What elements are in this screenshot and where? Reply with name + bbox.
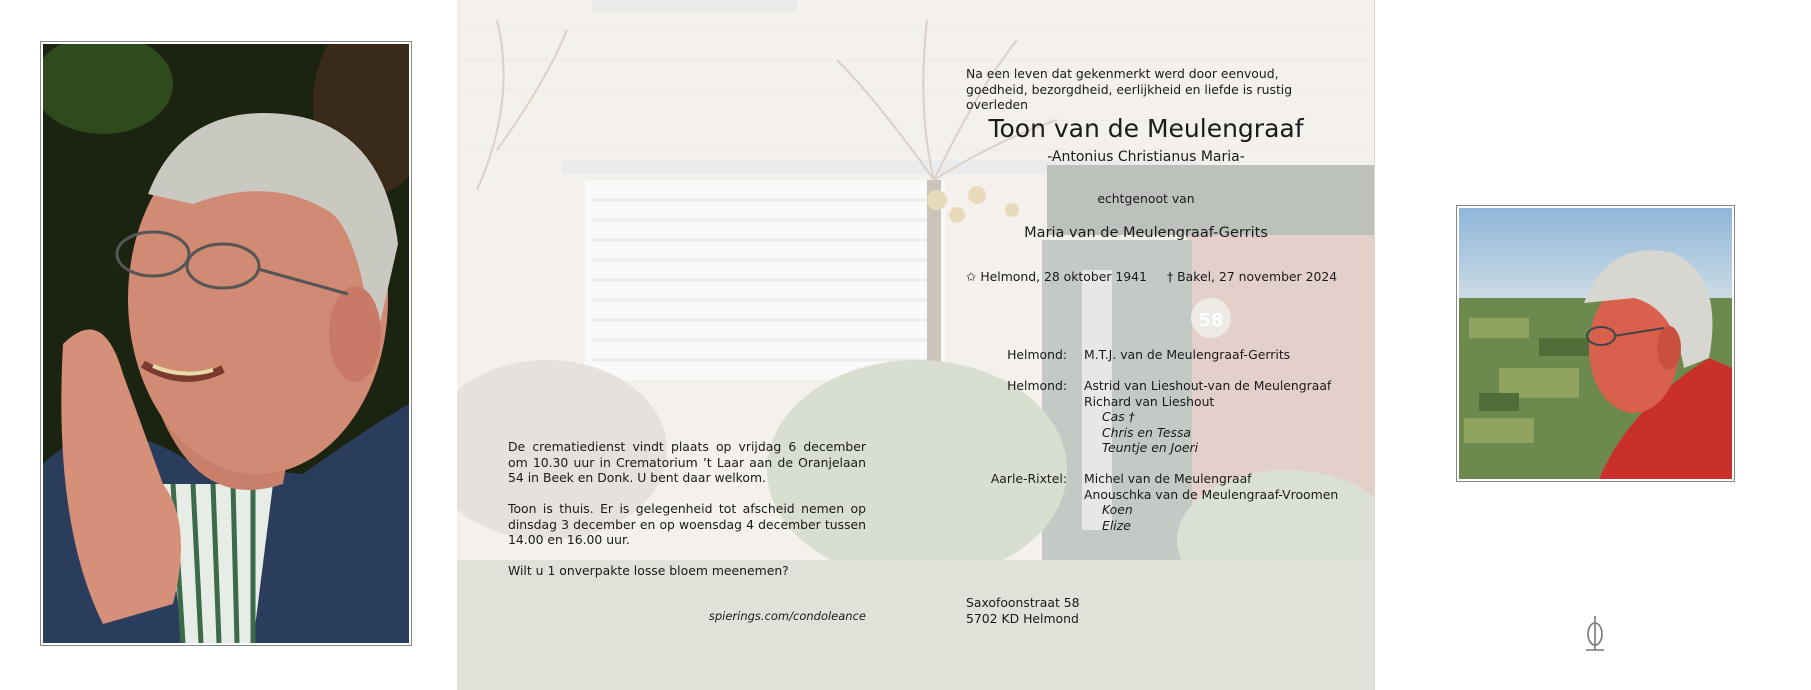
deceased-full-name: -Antonius Christianus Maria- xyxy=(1047,149,1245,165)
intro-text: Na een leven dat gekenmerkt werd door eenvoud, goedheid, bezorgdheid, eerlijkheid en liefde is rustig overleden xyxy=(966,66,1293,112)
portrait-photo-left xyxy=(40,41,412,646)
spouse-label: echtgenoot van xyxy=(1097,191,1195,206)
balloon-portrait-image xyxy=(1459,208,1732,479)
family-place: Aarle-Rixtel: xyxy=(990,471,1067,486)
family-grandchild: Elize xyxy=(1102,517,1131,533)
ceremony-paragraph: De crematiedienst vindt plaats op vrijdag 6 december om 10.30 uur in Crematorium ’t Laar aan de Oranjelaan 54 in Beek en Donk. U bent daar welkom. xyxy=(508,439,866,485)
family-grandchild: Teuntje en Joeri xyxy=(1102,440,1199,455)
family-members xyxy=(1084,471,1338,533)
family-place: Helmond: xyxy=(1007,347,1067,362)
funeral-home-logo-icon xyxy=(1584,614,1606,652)
family-member: Astrid van Lieshout-van de Meulengraaf xyxy=(1084,378,1332,393)
family-member: Richard van Lieshout xyxy=(1084,393,1215,409)
address-street: Saxofoonstraat 58 xyxy=(966,595,1080,610)
family-members xyxy=(1084,347,1290,363)
portrait-image xyxy=(43,44,409,643)
deceased-name: Toon van de Meulengraaf xyxy=(988,114,1304,143)
ceremony-info xyxy=(508,439,866,594)
family-grandchild: Chris en Tessa xyxy=(1102,424,1192,440)
family-member: Anouschka van de Meulengraaf-Vroomen xyxy=(1084,486,1339,502)
family-member: M.T.J. van de Meulengraaf-Gerrits xyxy=(1084,347,1291,362)
family-place: Helmond: xyxy=(1007,378,1067,393)
birth-info: ✩ Helmond, 28 oktober 1941 xyxy=(966,269,1147,284)
flower-request: Wilt u 1 onverpakte losse bloem meenemen? xyxy=(508,563,789,578)
death-info: † Bakel, 27 november 2024 xyxy=(1167,269,1338,284)
family-grandchild: Cas † xyxy=(1102,409,1135,424)
family-grandchild: Koen xyxy=(1102,502,1133,517)
family-member: Michel van de Meulengraaf xyxy=(1084,471,1252,486)
condolence-link[interactable]: spierings.com/condoleance xyxy=(708,609,866,623)
family-members xyxy=(1084,378,1331,456)
address xyxy=(966,595,1080,626)
address-city: 5702 KD Helmond xyxy=(966,610,1079,626)
portrait-photo-right xyxy=(1456,205,1735,482)
visitation-paragraph: Toon is thuis. Er is gelegenheid tot afscheid nemen op dinsdag 3 december en op woensdag 4 december tussen 14.00 en 16.00 uur. xyxy=(508,501,866,547)
spouse-name: Maria van de Meulengraaf-Gerrits xyxy=(1024,225,1268,241)
